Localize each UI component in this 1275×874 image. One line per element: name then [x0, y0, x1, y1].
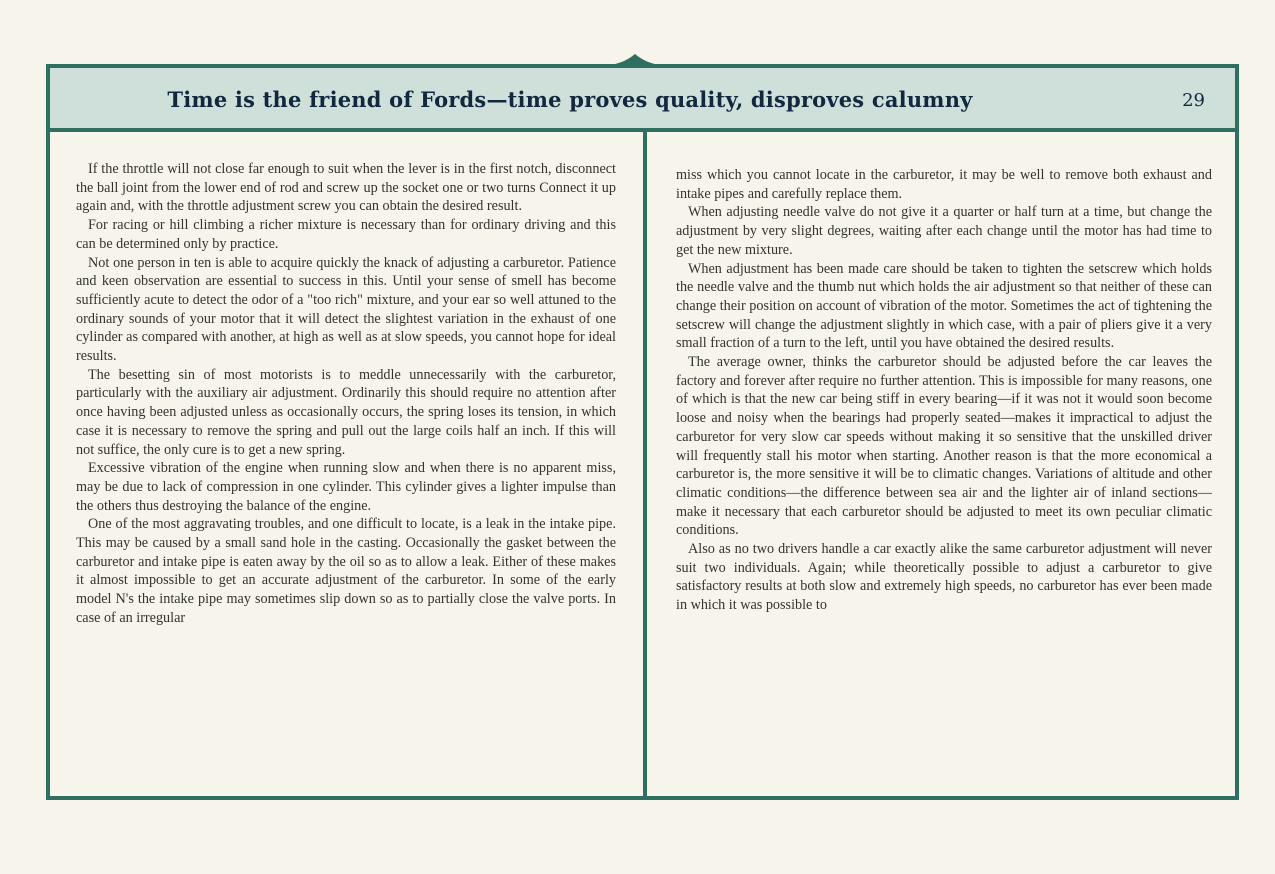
paragraph: For racing or hill climbing a richer mixture is necessary than for ordinary driving and this can be determined only by practice.	[76, 217, 616, 252]
paragraph: Also as no two drivers handle a car exactly alike the same carburetor adjustment will never suit two individuals. Again; while theoretically possible to adjust a carburetor to give satisfactory results at both slow and extremely high speeds, no carburetor has ever been made in which it was possible to	[676, 541, 1212, 614]
paragraph: One of the most aggravating troubles, and one difficult to locate, is a leak in the intake pipe. This may be caused by a small sand hole in the casting. Occasionally the gasket between the carburetor and intake pipe is eaten away by the oil so as to allow a leak. Either of these makes it almost impossible to get an accurate adjustment of the carburetor. In some of the early model N's the intake pipe may sometimes slip down so as to partially close the valve ports. In case of an irregular	[76, 516, 616, 626]
left-column	[76, 160, 616, 628]
paragraph: Not one person in ten is able to acquire quickly the knack of adjusting a carburetor. Patience and keen observation are essential to success in this. Until your sense of smell has become sufficiently acute to detect the odor of a "too rich" mixture, and your ear so well attuned to the ordinary sounds of your motor that it will detect the slightest variation in the exhaust of one cylinder as compared with another, at high as well as at slow speeds, you cannot hope for ideal results.	[76, 254, 616, 365]
running-header	[50, 68, 1235, 132]
paragraph: If the throttle will not close far enough to suit when the lever is in the first notch, disconnect the ball joint from the lower end of rod and screw up the socket one or two turns Connect it up again and, with the throttle adjustment screw you can obtain the desired result.	[76, 161, 616, 215]
paragraph: When adjusting needle valve do not give it a quarter or half turn at a time, but change the adjustment by very slight degrees, waiting after each change until the motor has had time to get the new mixture.	[676, 204, 1212, 258]
page-number: 29	[1182, 90, 1205, 111]
column-divider	[643, 132, 647, 800]
right-column	[676, 166, 1212, 615]
page-title: Time is the friend of Fords—time proves quality, disproves calumny	[167, 87, 973, 112]
page-frame	[46, 64, 1239, 800]
paragraph: The besetting sin of most motorists is to meddle unnecessarily with the carburetor, particularly with the auxiliary air adjustment. Ordinarily this should require no attention after once having been adjusted unless as occasionally occurs, the spring loses its tension, in which case it is necessary to remove the spring and pull out the large coils half an inch. If this will not suffice, the only cure is to get a new spring.	[76, 366, 616, 458]
paragraph: When adjustment has been made care should be taken to tighten the setscrew which holds the needle valve and the thumb nut which holds the air adjustment so that neither of these can change their position on account of vibration of the motor. Sometimes the act of tightening the setscrew will change the adjustment slightly in which case, with a pair of pliers give it a very small fraction of a turn to the left, until you have obtained the desired results.	[676, 260, 1212, 352]
paragraph: The average owner, thinks the carburetor should be adjusted before the car leaves the factory and forever after require no further attention. This is impossible for many reasons, one of which is that the new car being stiff in every bearing—if it was not it would soon become loose and noisy when the bearings had properly seated—makes it impractical to adjust the carburetor for very slow car speeds without making it so sensitive that the unskilled driver will frequently stall his motor when starting. Another reason is that the more economical a carburetor is, the more sensitive it will be to climatic changes. Variations of altitude and other climatic conditions—the difference between sea air and the lighter air of inland sections—make it necessary that each carburetor should be adjusted to meet its own peculiar climatic conditions.	[676, 354, 1212, 539]
paragraph: miss which you cannot locate in the carburetor, it may be well to remove both exhaust and intake pipes and carefully replace them.	[676, 167, 1212, 202]
paragraph: Excessive vibration of the engine when running slow and when there is no apparent miss, may be due to lack of compression in one cylinder. This cylinder gives a lighter impulse than the others thus destroying the balance of the engine.	[76, 460, 616, 514]
